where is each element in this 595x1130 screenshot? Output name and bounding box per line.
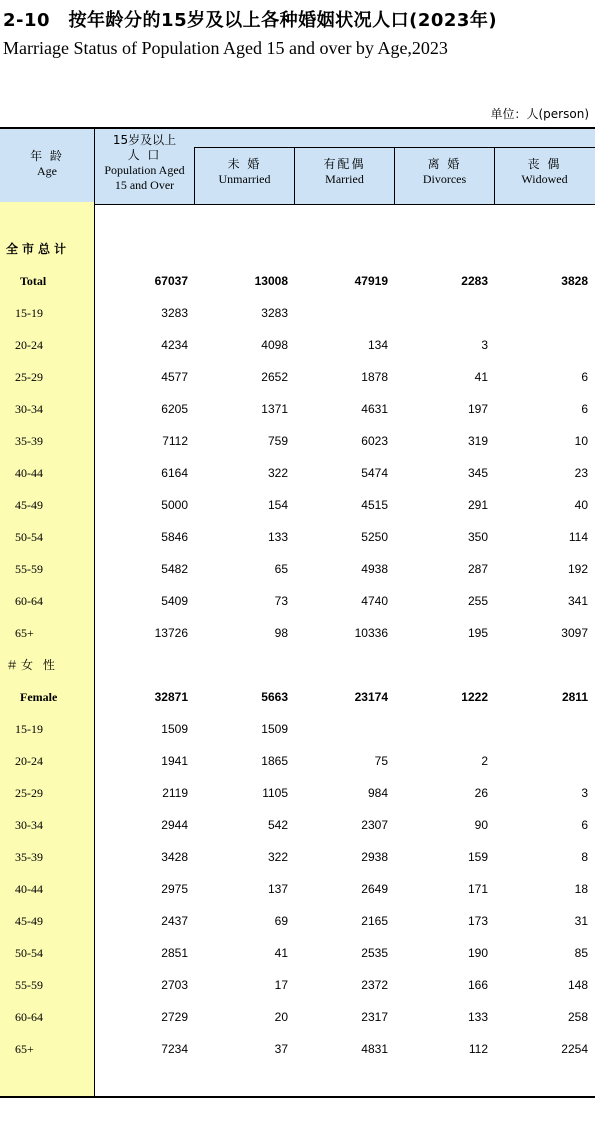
divorces-cell: 173 (467, 914, 488, 928)
table-row (0, 585, 595, 617)
age-cell: 15-19 (15, 722, 43, 736)
total-cell: 6164 (161, 466, 188, 480)
age-cell: 60-64 (15, 594, 43, 608)
total-cell: 4234 (161, 338, 188, 352)
total-cell: 7112 (162, 434, 188, 448)
unmarried-cell: 137 (267, 882, 288, 896)
header-total-en-2: 15 and Over (114, 178, 175, 192)
divorces-cell: 41 (474, 370, 488, 384)
widowed-cell: 114 (568, 530, 588, 544)
unmarried-cell: 37 (274, 1042, 288, 1056)
table-row (0, 777, 595, 809)
total-cell: 5000 (161, 498, 188, 512)
age-cell: 25-29 (15, 786, 43, 800)
header-total-cn-2: 人 口 (127, 148, 162, 162)
total-cell: 7234 (161, 1042, 188, 1056)
table-row (0, 553, 595, 585)
unmarried-cell: 154 (267, 498, 288, 512)
widowed-cell: 8 (581, 850, 588, 864)
widowed-cell: 2811 (561, 690, 588, 704)
divorces-cell: 1222 (461, 690, 488, 704)
table-row (0, 233, 595, 265)
divorces-cell: 2283 (461, 274, 488, 288)
table-row (0, 521, 595, 553)
widowed-cell: 31 (574, 914, 588, 928)
header-total-cn-1: 15岁及以上 (112, 133, 177, 147)
header-divider (394, 147, 395, 204)
unmarried-cell: 65 (274, 562, 288, 576)
married-cell: 47919 (354, 274, 388, 288)
divorces-cell: 319 (467, 434, 488, 448)
total-cell: 5846 (161, 530, 188, 544)
age-cell: ＃女 性 (6, 658, 58, 672)
header-married-en: Married (325, 172, 364, 186)
age-cell: 40-44 (15, 882, 43, 896)
table-row (0, 809, 595, 841)
age-cell: 30-34 (15, 818, 43, 832)
unmarried-cell: 1105 (262, 786, 288, 800)
header-divider (294, 147, 295, 204)
married-cell: 2165 (361, 914, 388, 928)
header-unmarried (195, 157, 294, 187)
header-divorces-cn: 离 婚 (427, 157, 462, 171)
age-cell: 50-54 (15, 946, 43, 960)
header-widowed (495, 157, 594, 187)
unmarried-cell: 73 (274, 594, 288, 608)
divorces-cell: 112 (468, 1042, 488, 1056)
married-cell: 75 (374, 754, 388, 768)
table-row (0, 905, 595, 937)
age-cell: 25-29 (15, 370, 43, 384)
divorces-cell: 345 (467, 466, 488, 480)
divorces-cell: 133 (467, 1010, 488, 1024)
age-cell: 35-39 (15, 850, 43, 864)
total-cell: 2975 (161, 882, 188, 896)
age-cell: 15-19 (15, 306, 43, 320)
age-cell: 55-59 (15, 978, 43, 992)
total-cell: 1509 (161, 722, 188, 736)
header-divider (194, 147, 195, 204)
unmarried-cell: 20 (274, 1010, 288, 1024)
table-title-chinese: 2-10 按年龄分的15岁及以上各种婚姻状况人口(2023年) (3, 10, 498, 31)
total-cell: 3428 (161, 850, 188, 864)
age-cell: 20-24 (15, 754, 43, 768)
married-cell: 23174 (354, 690, 388, 704)
age-cell: Total (20, 274, 47, 288)
married-cell: 4515 (361, 498, 388, 512)
widowed-cell: 3097 (561, 626, 588, 640)
unmarried-cell: 133 (267, 530, 288, 544)
unmarried-cell: 322 (267, 850, 288, 864)
table-title-english: Marriage Status of Population Aged 15 and over by Age,2023 (3, 38, 448, 58)
unmarried-cell: 542 (267, 818, 288, 832)
age-cell: 45-49 (15, 498, 43, 512)
widowed-cell: 6 (581, 402, 588, 416)
married-cell: 1878 (361, 370, 388, 384)
header-divider (494, 147, 495, 204)
married-cell: 134 (367, 338, 388, 352)
unmarried-cell: 4098 (261, 338, 288, 352)
divorces-cell: 159 (467, 850, 488, 864)
header-divider (94, 129, 95, 204)
divorces-cell: 190 (467, 946, 488, 960)
total-cell: 2119 (162, 786, 188, 800)
married-cell: 2372 (361, 978, 388, 992)
divorces-cell: 171 (467, 882, 488, 896)
divorces-cell: 2 (481, 754, 488, 768)
age-cell: 全市总计 (6, 242, 71, 256)
table-row (0, 329, 595, 361)
divorces-cell: 291 (467, 498, 488, 512)
unmarried-cell: 2652 (261, 370, 288, 384)
age-cell: 55-59 (15, 562, 43, 576)
table-row (0, 649, 595, 681)
unmarried-cell: 13008 (254, 274, 288, 288)
divorces-cell: 3 (481, 338, 488, 352)
unmarried-cell: 1865 (261, 754, 288, 768)
unmarried-cell: 41 (274, 946, 288, 960)
table-bottom-rule (0, 1096, 595, 1098)
total-cell: 3283 (161, 306, 188, 320)
married-cell: 5250 (361, 530, 388, 544)
table-row (0, 361, 595, 393)
total-cell: 4577 (161, 370, 188, 384)
widowed-cell: 2254 (561, 1042, 588, 1056)
table-row (0, 873, 595, 905)
header-total-en-1: Population Aged (104, 163, 185, 177)
total-cell: 5482 (161, 562, 188, 576)
table-header (0, 127, 595, 205)
total-cell: 32871 (154, 690, 188, 704)
divorces-cell: 90 (474, 818, 488, 832)
unit-label: 单位：人(person) (490, 107, 589, 121)
unmarried-cell: 17 (274, 978, 288, 992)
married-cell: 984 (367, 786, 388, 800)
widowed-cell: 3828 (561, 274, 588, 288)
married-cell: 4740 (361, 594, 388, 608)
header-unmarried-en: Unmarried (218, 172, 271, 186)
widowed-cell: 6 (581, 818, 588, 832)
table-row (0, 393, 595, 425)
divorces-cell: 195 (467, 626, 488, 640)
married-cell: 2535 (361, 946, 388, 960)
divorces-cell: 255 (467, 594, 488, 608)
married-cell: 10336 (354, 626, 388, 640)
age-cell: 60-64 (15, 1010, 43, 1024)
age-cell: 45-49 (15, 914, 43, 928)
header-age-cn: 年 龄 (30, 149, 64, 163)
age-cell: 20-24 (15, 338, 43, 352)
header-married (295, 157, 394, 187)
unmarried-cell: 759 (267, 434, 288, 448)
married-cell: 6023 (361, 434, 388, 448)
widowed-cell: 148 (567, 978, 588, 992)
table-row (0, 1001, 595, 1033)
table-row (0, 841, 595, 873)
table-row (0, 969, 595, 1001)
unmarried-cell: 3283 (261, 306, 288, 320)
total-cell: 6205 (161, 402, 188, 416)
total-cell: 2944 (161, 818, 188, 832)
divorces-cell: 350 (467, 530, 488, 544)
married-cell: 2938 (361, 850, 388, 864)
table-row (0, 489, 595, 521)
total-cell: 13726 (154, 626, 188, 640)
married-cell: 5474 (361, 466, 388, 480)
widowed-cell: 341 (567, 594, 588, 608)
total-cell: 2851 (161, 946, 188, 960)
widowed-cell: 23 (574, 466, 588, 480)
age-cell: 35-39 (15, 434, 43, 448)
age-cell: 65+ (15, 1042, 34, 1056)
total-cell: 2703 (161, 978, 188, 992)
table-row (0, 1033, 595, 1065)
table-row (0, 297, 595, 329)
divorces-cell: 287 (467, 562, 488, 576)
header-widowed-en: Widowed (521, 172, 568, 186)
divorces-cell: 166 (467, 978, 488, 992)
header-married-cn: 有配偶 (323, 157, 366, 171)
widowed-cell: 258 (567, 1010, 588, 1024)
widowed-cell: 40 (574, 498, 588, 512)
header-total (95, 133, 194, 193)
age-cell: 50-54 (15, 530, 43, 544)
widowed-cell: 10 (574, 434, 588, 448)
header-unmarried-cn: 未 婚 (227, 157, 262, 171)
unmarried-cell: 1509 (261, 722, 288, 736)
total-cell: 1941 (161, 754, 188, 768)
header-divorces-en: Divorces (422, 172, 467, 186)
married-cell: 4831 (361, 1042, 388, 1056)
total-cell: 5409 (161, 594, 188, 608)
header-age-en: Age (37, 164, 57, 178)
table-row (0, 457, 595, 489)
total-cell: 2729 (161, 1010, 188, 1024)
age-cell: Female (20, 690, 58, 704)
widowed-cell: 6 (581, 370, 588, 384)
age-cell: 30-34 (15, 402, 43, 416)
table-row (0, 681, 595, 713)
divorces-cell: 26 (474, 786, 488, 800)
table-row (0, 937, 595, 969)
table-row (0, 617, 595, 649)
widowed-cell: 3 (581, 786, 588, 800)
age-cell: 65+ (15, 626, 34, 640)
unmarried-cell: 322 (267, 466, 288, 480)
table-row (0, 265, 595, 297)
widowed-cell: 85 (574, 946, 588, 960)
total-cell: 67037 (154, 274, 188, 288)
table-row (0, 713, 595, 745)
table-row (0, 425, 595, 457)
unmarried-cell: 1371 (261, 402, 288, 416)
widowed-cell: 192 (567, 562, 588, 576)
table-row (0, 745, 595, 777)
married-cell: 2317 (361, 1010, 388, 1024)
married-cell: 2307 (361, 818, 388, 832)
married-cell: 4631 (361, 402, 388, 416)
age-cell: 40-44 (15, 466, 43, 480)
married-cell: 2649 (361, 882, 388, 896)
unmarried-cell: 5663 (261, 690, 288, 704)
married-cell: 4938 (361, 562, 388, 576)
header-widowed-cn: 丧 偶 (527, 157, 562, 171)
unmarried-cell: 69 (274, 914, 288, 928)
header-age (0, 149, 94, 179)
unmarried-cell: 98 (274, 626, 288, 640)
header-divorces (395, 157, 494, 187)
total-cell: 2437 (161, 914, 188, 928)
widowed-cell: 18 (574, 882, 588, 896)
divorces-cell: 197 (467, 402, 488, 416)
